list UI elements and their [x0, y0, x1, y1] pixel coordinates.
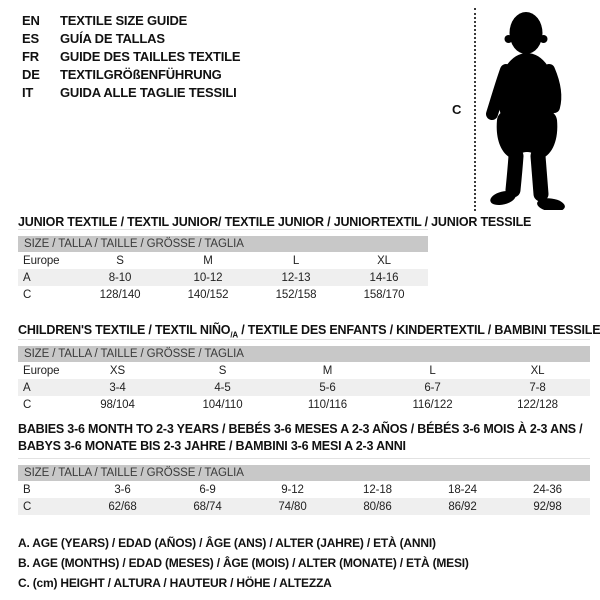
- lang-label: GUIDA ALLE TAGLIE TESSILI: [60, 85, 237, 100]
- size-value-cell: XL: [377, 254, 391, 267]
- row-label-cell: B: [23, 483, 31, 496]
- row-label-cell: Europe: [23, 254, 60, 267]
- table-row: [18, 362, 590, 379]
- height-measure-label: C: [452, 102, 462, 117]
- row-label-cell: C: [23, 288, 32, 301]
- size-value-cell: L: [429, 364, 436, 377]
- baby-head: [510, 12, 543, 54]
- baby-leg-left: [513, 156, 516, 190]
- legend-notes: [18, 533, 469, 593]
- size-value-cell: S: [116, 254, 124, 267]
- size-value-cell: 128/140: [99, 288, 141, 301]
- children-table-wrap: [18, 339, 590, 413]
- babies-title-line2: BABYS 3-6 MONATE BIS 2-3 JAHRE / BAMBINI 3-6 MESI A 2-3 ANNI: [18, 439, 406, 453]
- babies-table-title: [18, 421, 582, 455]
- size-value-cell: 7-8: [485, 379, 590, 396]
- lang-code: EN: [22, 13, 40, 28]
- size-value-cell: 6-9: [199, 483, 216, 496]
- note-height-cm: C. (cm) HEIGHT / ALTURA / HAUTEUR / HÖHE / ALTEZZA: [18, 576, 332, 590]
- lang-row-es: [22, 30, 240, 48]
- babies-title-line1: BABIES 3-6 MONTH TO 2-3 YEARS / BEBÉS 3-6 MESES A 2-3 AÑOS / BÉBÉS 3-6 MOIS À 2-3 ANS /: [18, 422, 583, 436]
- lang-code: DE: [22, 67, 40, 82]
- size-value-cell: 68/74: [165, 498, 250, 515]
- row-label-cell: A: [18, 379, 65, 396]
- size-value-cell: M: [203, 254, 213, 267]
- size-header-cell: SIZE / TALLA / TAILLE / GRÖSSE / TAGLIA: [18, 236, 428, 252]
- size-value-cell: 92/98: [505, 498, 590, 515]
- height-measure-dotted-line: [474, 8, 476, 211]
- table-row: [18, 252, 428, 269]
- size-value-cell: 140/152: [187, 288, 229, 301]
- baby-silhouette: [484, 8, 596, 210]
- size-value-cell: 5-6: [275, 379, 380, 396]
- size-value-cell: S: [218, 364, 227, 377]
- size-value-cell: 152/158: [275, 288, 317, 301]
- row-label-cell: Europe: [23, 364, 60, 377]
- size-value-cell: 10-12: [164, 269, 252, 286]
- size-value-cell: 80/86: [335, 498, 420, 515]
- baby-ear-right: [540, 35, 548, 43]
- size-value-cell: 12-18: [363, 483, 392, 496]
- table-row: [18, 269, 428, 286]
- babies-table-wrap: [18, 458, 590, 515]
- size-value-cell: M: [322, 364, 333, 377]
- lang-label: TEXTILGRÖßENFÜHRUNG: [60, 67, 222, 82]
- size-value-cell: 86/92: [420, 498, 505, 515]
- size-value-cell: XL: [530, 364, 545, 377]
- size-value-cell: 9-12: [281, 483, 304, 496]
- row-label-cell: C: [23, 398, 32, 411]
- junior-table-wrap: [18, 229, 428, 303]
- size-value-cell: 12-13: [252, 269, 340, 286]
- table-row: [18, 379, 590, 396]
- children-title-pre: CHILDREN'S TEXTILE / TEXTIL NIÑO: [18, 323, 231, 337]
- size-value-cell: XS: [109, 364, 126, 377]
- children-title-post: / TEXTILE DES ENFANTS / KINDERTEXTIL / BAMBINI TESSILE: [237, 323, 600, 337]
- junior-table-title: JUNIOR TEXTILE / TEXTIL JUNIOR/ TEXTILE JUNIOR / JUNIORTEXTIL / JUNIOR TESSILE: [18, 215, 532, 229]
- size-value-cell: 62/68: [80, 498, 165, 515]
- children-size-table: [18, 346, 590, 413]
- size-value-cell: 3-6: [114, 483, 131, 496]
- size-value-cell: 98/104: [100, 398, 135, 411]
- size-value-cell: 74/80: [250, 498, 335, 515]
- lang-label: GUÍA DE TALLAS: [60, 31, 165, 46]
- table-row: [18, 481, 590, 498]
- baby-ear-left: [505, 35, 513, 43]
- size-value-cell: L: [292, 254, 300, 267]
- lang-code: FR: [22, 49, 39, 64]
- size-value-cell: 3-4: [65, 379, 170, 396]
- size-value-cell: 8-10: [76, 269, 164, 286]
- row-label-cell: A: [18, 269, 76, 286]
- row-label-cell: C: [18, 498, 80, 515]
- size-value-cell: 6-7: [380, 379, 485, 396]
- table-row: [18, 286, 428, 303]
- lang-label: TEXTILE SIZE GUIDE: [60, 13, 188, 28]
- note-age-months: B. AGE (MONTHS) / EDAD (MESES) / ÂGE (MOIS) / ALTER (MONATE) / ETÀ (MESI): [18, 556, 469, 570]
- size-value-cell: 18-24: [448, 483, 477, 496]
- baby-shorts: [497, 106, 558, 160]
- lang-label: GUIDE DES TAILLES TEXTILE: [60, 49, 241, 64]
- size-value-cell: 116/122: [412, 398, 453, 411]
- language-title-list: [22, 12, 240, 102]
- children-title-sub: /A: [230, 330, 238, 340]
- lang-code: IT: [22, 85, 34, 100]
- table-row: [18, 498, 590, 515]
- lang-code: ES: [22, 31, 39, 46]
- lang-row-it: [22, 84, 240, 102]
- note-age-years: A. AGE (YEARS) / EDAD (AÑOS) / ÂGE (ANS) / ALTER (JAHRE) / ETÀ (ANNI): [18, 536, 436, 550]
- size-value-cell: 110/116: [307, 398, 348, 411]
- size-value-cell: 158/170: [363, 288, 405, 301]
- size-value-cell: 4-5: [170, 379, 275, 396]
- size-value-cell: 14-16: [340, 269, 428, 286]
- babies-size-table: [18, 465, 590, 515]
- baby-arm-right: [549, 70, 555, 107]
- size-value-cell: 122/128: [517, 398, 558, 411]
- lang-row-de: [22, 66, 240, 84]
- size-header-cell: SIZE / TALLA / TAILLE / GRÖSSE / TAGLIA: [18, 346, 590, 362]
- lang-row-en: [22, 12, 240, 30]
- lang-row-fr: [22, 48, 240, 66]
- size-header-cell: SIZE / TALLA / TAILLE / GRÖSSE / TAGLIA: [18, 465, 590, 481]
- table-row: [18, 396, 590, 413]
- junior-size-table: [18, 236, 428, 303]
- size-value-cell: 104/110: [202, 398, 243, 411]
- size-value-cell: 24-36: [533, 483, 562, 496]
- baby-leg-right: [538, 156, 541, 194]
